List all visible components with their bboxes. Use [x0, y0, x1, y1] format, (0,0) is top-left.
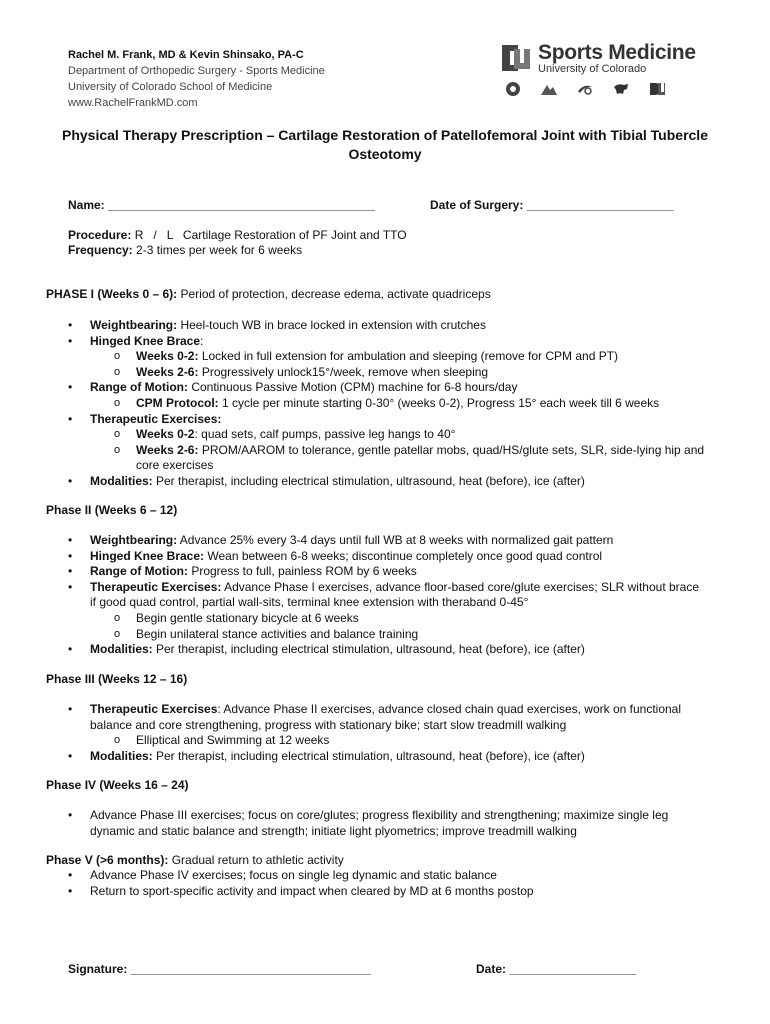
procedure-value: R / L Cartilage Restoration of PF Joint and TTO: [131, 228, 407, 242]
phase5-heading-rest: Gradual return to athletic activity: [168, 853, 344, 867]
phase1-heading-label: PHASE I (Weeks 0 – 6):: [46, 287, 178, 301]
list-item-text: Begin gentle stationary bicycle at 6 weeks: [136, 610, 359, 625]
list-item-text: Return to sport-specific activity and impact when cleared by MD at 6 months postop: [90, 883, 534, 898]
list-item-text: Begin unilateral stance activities and balance training: [136, 626, 419, 641]
list-item-label: Hinged Knee Brace: [90, 333, 201, 348]
surgery-date-field[interactable]: [430, 198, 674, 212]
list-item-text: Per therapist, including electrical stimulation, ultrasound, heat (before), ice (after): [152, 642, 585, 657]
signature-date-blank[interactable]: ___________________: [509, 962, 637, 976]
list-item: [68, 642, 708, 658]
website: www.RachelFrankMD.com: [68, 97, 198, 109]
list-item-text: Advance Phase III exercises; focus on core/glutes; progress flexibility and strengthening; maximize single leg dynamic and static balance and strength; initiate light plyometrics; improve treadmill walking: [90, 808, 669, 838]
list-item-text: Wean between 6-8 weeks; discontinue completely once good quad control: [204, 548, 603, 563]
procedure-label: Procedure:: [68, 228, 132, 242]
list-item: [68, 412, 708, 428]
list-item: [68, 808, 708, 839]
frequency-value: 2-3 times per week for 6 weeks: [132, 243, 303, 257]
list-item: [68, 627, 708, 643]
phase3-list: [68, 702, 708, 764]
list-item-text: Continuous Passive Motion (CPM) machine for 6-8 hours/day: [187, 380, 518, 395]
team-logos: [504, 81, 666, 97]
signature-label: Signature:: [68, 962, 128, 976]
logo-university: University of Colorado: [538, 63, 647, 75]
list-item: [68, 580, 708, 611]
list-item-text: PROM/AAROM to tolerance, gentle patellar mobs, quad/HS/glute sets, SLR, side-lying hip and core exercises: [136, 442, 705, 473]
phase3-heading: Phase III (Weeks 12 – 16): [46, 672, 188, 686]
list-item: [68, 611, 708, 627]
list-item: [68, 318, 708, 334]
list-item: [68, 443, 708, 474]
phase4-heading: Phase IV (Weeks 16 – 24): [46, 778, 189, 792]
list-item-label: Weightbearing:: [90, 318, 178, 332]
procedure-line: [68, 228, 407, 242]
list-item: [68, 427, 708, 443]
school: University of Colorado School of Medicine: [68, 81, 273, 93]
list-item-label: Therapeutic Exercises: [90, 702, 218, 716]
phase2-heading: Phase II (Weeks 6 – 12): [46, 503, 178, 517]
list-item-label: Therapeutic Exercises:: [90, 411, 222, 426]
list-item: [68, 474, 708, 490]
buffalo-logo-icon: [612, 81, 630, 97]
signature-date-field[interactable]: [476, 962, 636, 976]
phase4-list: [68, 808, 708, 839]
logo-brand: Sports Medicine: [538, 41, 696, 64]
list-item-label: Modalities:: [90, 473, 153, 488]
list-item: [68, 884, 708, 900]
list-item-text: Advance Phase IV exercises; focus on single leg dynamic and static balance: [90, 868, 497, 882]
phase5-heading-label: Phase V (>6 months):: [46, 853, 169, 867]
list-item-label: Therapeutic Exercises:: [90, 579, 222, 594]
list-item: [68, 702, 708, 733]
list-item-text: Progressively unlock15°/week, remove when sleeping: [198, 364, 489, 379]
name-field[interactable]: [68, 198, 375, 212]
list-item-text: 1 cycle per minute starting 0-30° (weeks 0-2), Progress 15° each week till 6 weeks: [218, 395, 660, 410]
practice-header: [68, 47, 325, 111]
name-label: Name:: [68, 198, 105, 212]
name-blank[interactable]: ________________________________________: [108, 198, 375, 212]
list-item-text: :: [200, 333, 204, 348]
list-item: [68, 549, 708, 565]
authors: Rachel M. Frank, MD & Kevin Shinsako, PA-C: [68, 49, 304, 61]
ball-logo-icon: [504, 81, 522, 97]
list-item-text: Per therapist, including electrical stimulation, ultrasound, heat (before), ice (after): [152, 748, 585, 763]
list-item-text: Heel-touch WB in brace locked in extension with crutches: [177, 318, 486, 332]
phase1-list: [68, 318, 708, 490]
list-item: [68, 564, 708, 580]
signature-blank[interactable]: ____________________________________: [130, 962, 371, 976]
list-item-text: Progress to full, painless ROM by 6 weeks: [187, 564, 417, 579]
list-item: [68, 533, 708, 549]
phase2-list: [68, 533, 708, 658]
phase1-heading: [46, 287, 491, 301]
signature-date-label: Date:: [476, 962, 507, 976]
list-item: [68, 749, 708, 765]
signature-field[interactable]: [68, 962, 371, 976]
list-item: [68, 868, 708, 884]
list-item-label: Range of Motion:: [90, 380, 188, 395]
frequency-line: [68, 243, 302, 257]
list-item: [68, 334, 708, 350]
phase5-heading: [46, 853, 344, 867]
sports-medicine-logo: [498, 41, 698, 103]
list-item-label: CPM Protocol:: [136, 395, 219, 410]
frequency-label: Frequency:: [68, 243, 133, 257]
cu-logo-icon: [498, 41, 534, 77]
list-item-text: : Advance Phase II exercises, advance closed chain quad exercises, work on functional balance and core strengthening, progress with stationary bike; start slow treadmill walking: [90, 702, 682, 732]
mountain-logo-icon: [540, 81, 558, 97]
surgery-date-label: Date of Surgery:: [430, 198, 524, 212]
list-item: [68, 365, 708, 381]
list-item-label: Hinged Knee Brace:: [90, 548, 205, 563]
department: Department of Orthopedic Surgery - Sports Medicine: [68, 65, 325, 77]
list-item-text: Elliptical and Swimming at 12 weeks: [136, 733, 330, 748]
list-item-label: Weeks 2-6:: [136, 364, 199, 379]
list-item-label: Modalities:: [90, 748, 153, 763]
phase1-heading-rest: Period of protection, decrease edema, activate quadriceps: [177, 287, 491, 301]
surgery-date-blank[interactable]: ______________________: [526, 198, 674, 212]
list-item: [68, 349, 708, 365]
list-item-label: Weeks 0-2:: [136, 349, 199, 364]
list-item-text: Advance 25% every 3-4 days until full WB at 8 weeks with normalized gait pattern: [177, 533, 614, 547]
phase5-list: [68, 868, 708, 899]
list-item-label: Range of Motion:: [90, 564, 188, 579]
list-item: [68, 733, 708, 749]
list-item-label: Modalities:: [90, 642, 153, 657]
list-item-label: Weeks 0-2: [136, 427, 195, 442]
page-title: Physical Therapy Prescription – Cartilage Restoration of Patellofemoral Joint with Tibial Tubercle Osteotomy: [62, 127, 708, 162]
list-item-text: Advance Phase I exercises, advance floor-based core/glute exercises; SLR without brace if good quad control, partial wall-sits, terminal knee extension with theraband 0-45°: [90, 579, 699, 610]
swoosh-logo-icon: [576, 81, 594, 97]
list-item: [68, 380, 708, 396]
list-item-text: Per therapist, including electrical stimulation, ultrasound, heat (before), ice (after): [152, 473, 585, 488]
du-logo-icon: [648, 81, 666, 97]
list-item-text: : quad sets, calf pumps, passive leg hangs to 40°: [194, 427, 456, 442]
list-item-label: Weeks 2-6:: [136, 442, 199, 457]
list-item-text: Locked in full extension for ambulation and sleeping (remove for CPM and PT): [198, 349, 619, 364]
list-item-label: Weightbearing:: [90, 533, 178, 547]
list-item: [68, 396, 708, 412]
